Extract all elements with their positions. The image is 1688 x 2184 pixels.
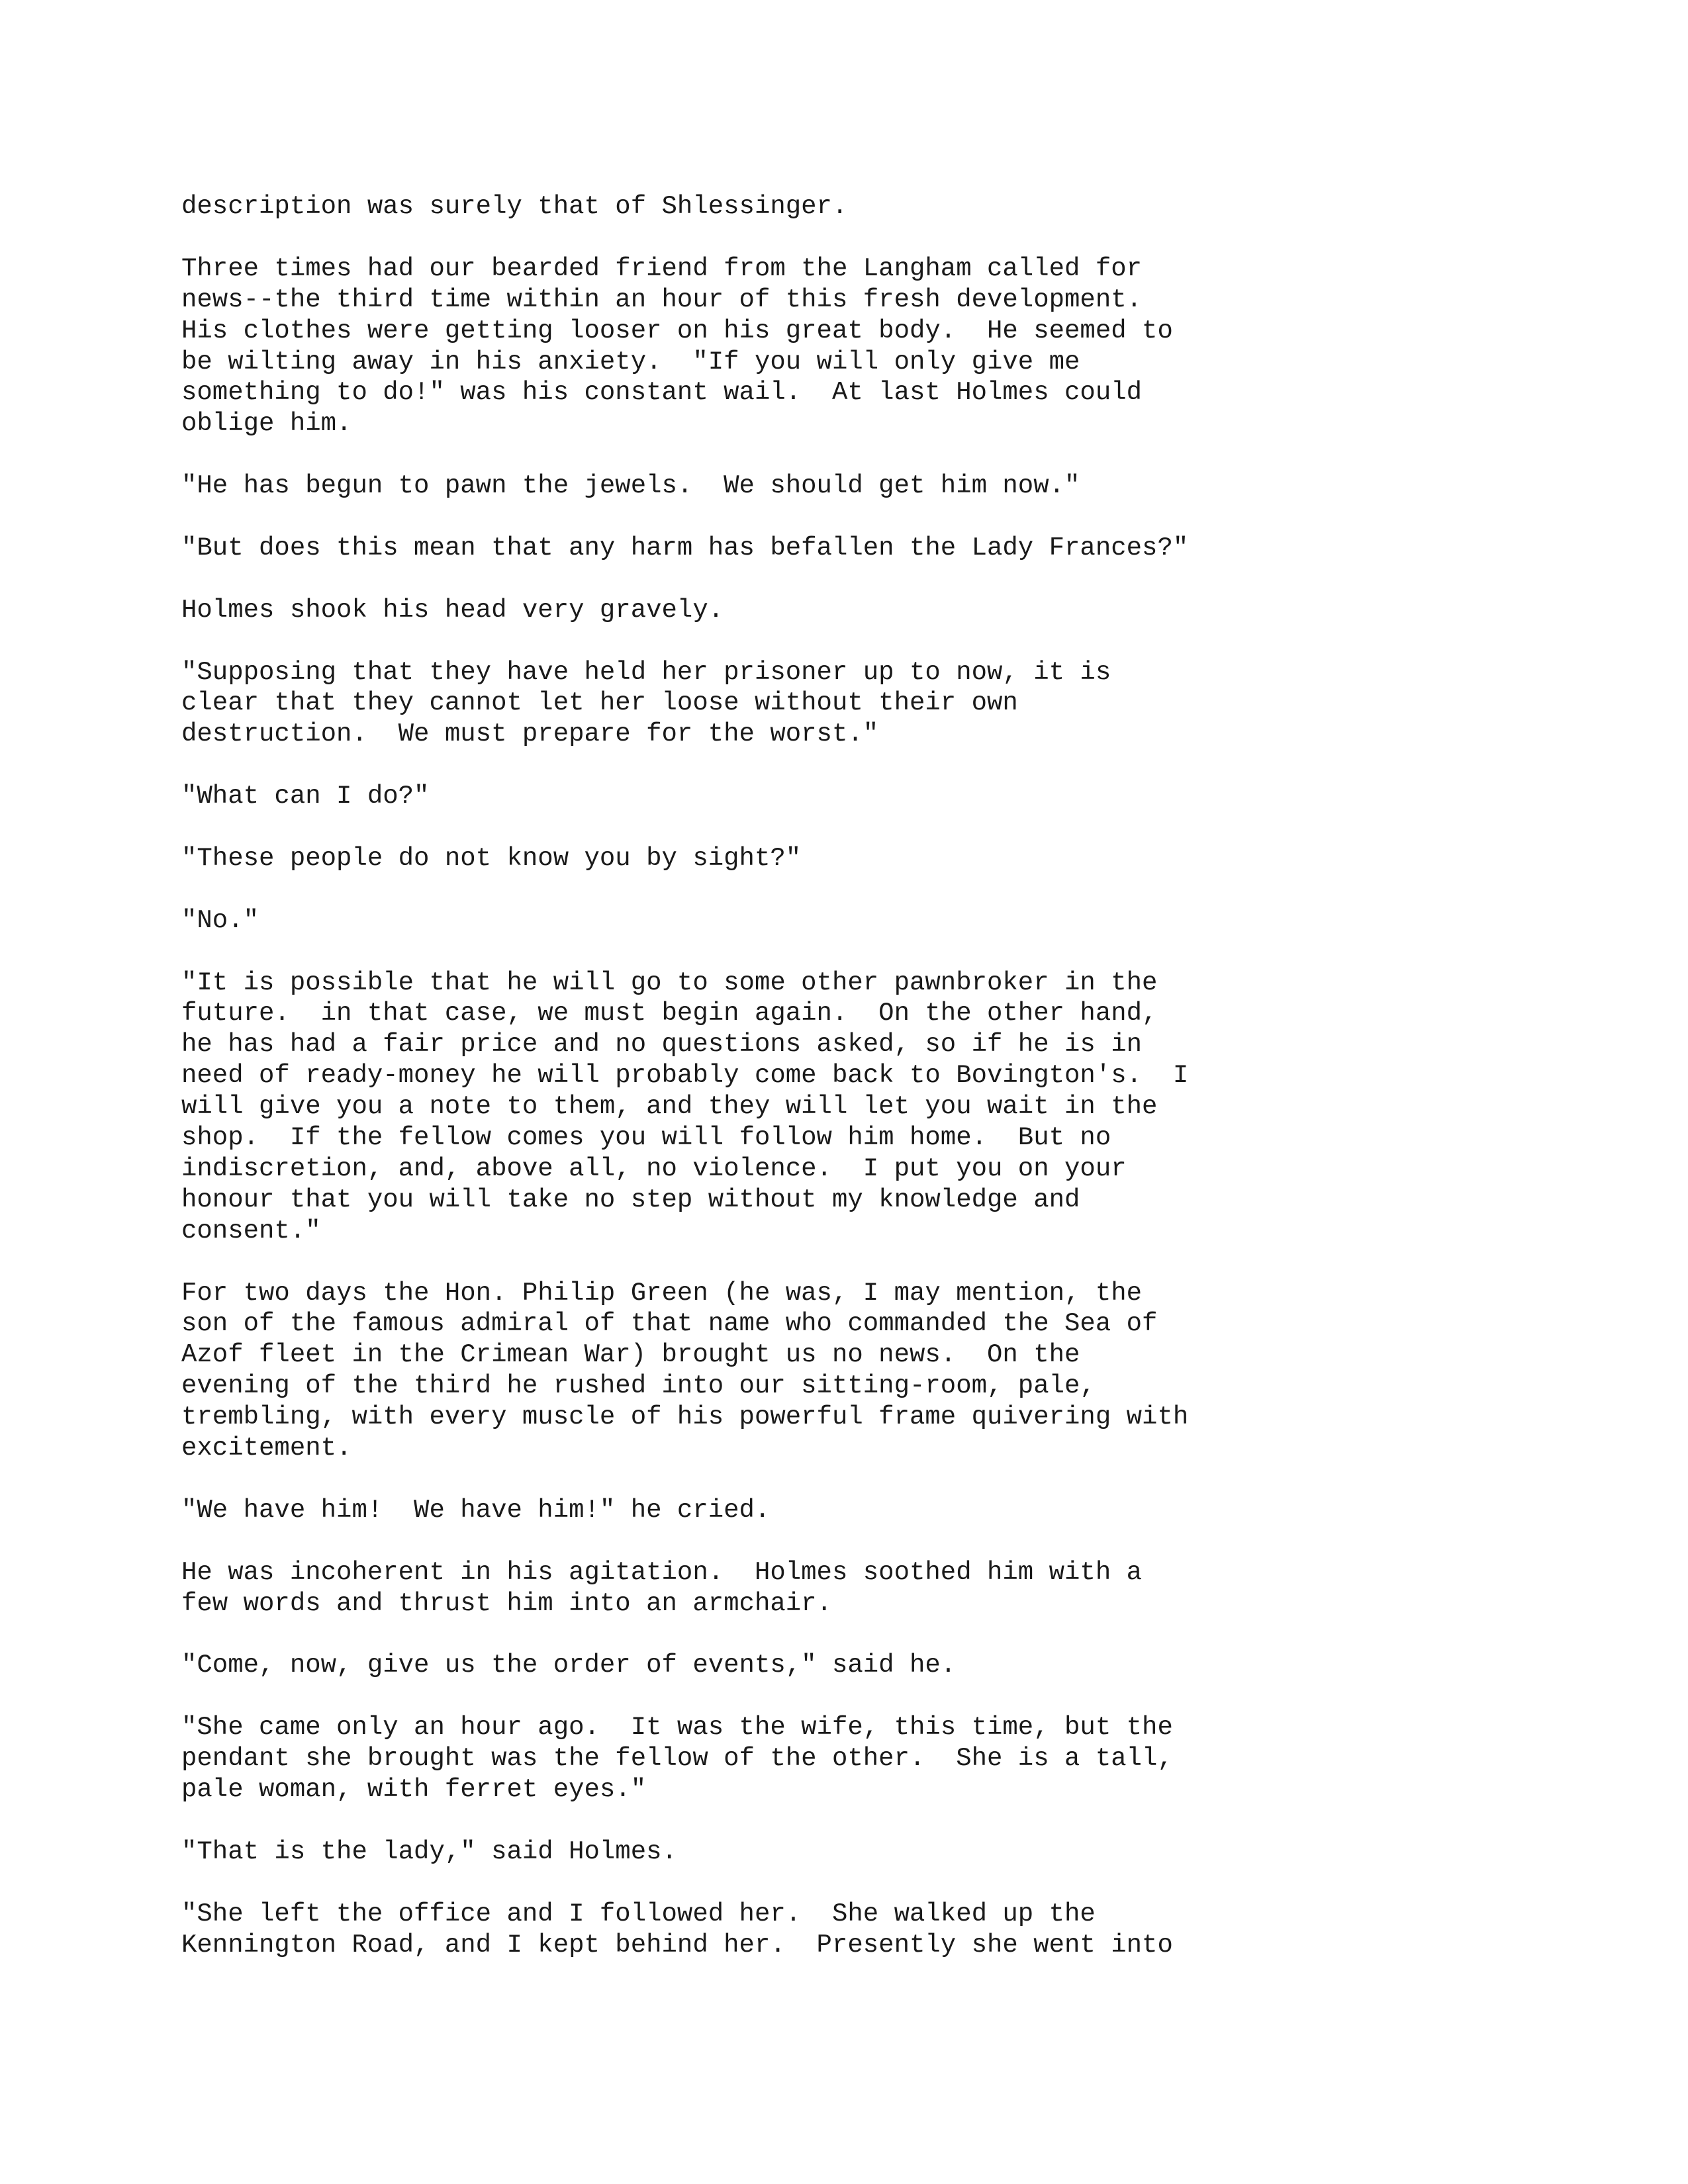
paragraph: [181, 905, 1571, 936]
text-line: few words and thrust him into an armchair.: [181, 1588, 832, 1618]
text-line: "That is the lady," said Holmes.: [181, 1837, 677, 1866]
text-line: need of ready-money he will probably come back to Bovington's. I: [181, 1061, 1189, 1091]
text-line: pale woman, with ferret eyes.": [181, 1775, 647, 1804]
paragraph: [181, 1278, 1571, 1464]
text-line: something to do!" was his constant wail. At last Holmes could: [181, 378, 1143, 408]
text-line: future. in that case, we must begin again. On the other hand,: [181, 999, 1158, 1028]
paragraph-spacer: [181, 1805, 1571, 1837]
paragraph: [181, 1650, 1571, 1681]
paragraph-spacer: [181, 1464, 1571, 1495]
paragraph: [181, 843, 1571, 874]
text-line: Kennington Road, and I kept behind her. Presently she went into: [181, 1930, 1173, 1960]
paragraph-spacer: [181, 626, 1571, 657]
text-line: clear that they cannot let her loose without their own: [181, 688, 1018, 718]
text-line: "He has begun to pawn the jewels. We should get him now.": [181, 471, 1080, 501]
text-line: he has had a fair price and no questions asked, so if he is in: [181, 1030, 1143, 1060]
paragraph: [181, 1712, 1571, 1805]
paragraph: [181, 471, 1571, 502]
paragraph-spacer: [181, 439, 1571, 471]
text-line: "She left the office and I followed her. She walked up the: [181, 1899, 1096, 1929]
text-line: description was surely that of Shlessinger.: [181, 192, 848, 221]
text-line: shop. If the fellow comes you will follow him home. But no: [181, 1123, 1111, 1153]
text-line: excitement.: [181, 1433, 352, 1463]
text-line: consent.": [181, 1216, 321, 1246]
paragraph: [181, 1557, 1571, 1619]
paragraph-spacer: [181, 1526, 1571, 1557]
text-line: He was incoherent in his agitation. Holmes soothed him with a: [181, 1557, 1143, 1587]
text-line: son of the famous admiral of that name who commanded the Sea of: [181, 1309, 1158, 1339]
paragraph-spacer: [181, 874, 1571, 905]
paragraph: [181, 781, 1571, 812]
paragraph: [181, 657, 1571, 751]
text-line: destruction. We must prepare for the worst.": [181, 719, 879, 749]
text-line: evening of the third he rushed into our sitting-room, pale,: [181, 1371, 1096, 1401]
paragraph: [181, 1837, 1571, 1868]
paragraph-spacer: [181, 564, 1571, 595]
text-line: oblige him.: [181, 409, 352, 439]
paragraph-spacer: [181, 1247, 1571, 1278]
paragraph: [181, 533, 1571, 564]
text-line: "Come, now, give us the order of events," said he.: [181, 1651, 957, 1680]
text-line: honour that you will take no step without my knowledge and: [181, 1185, 1080, 1214]
text-line: Holmes shook his head very gravely.: [181, 595, 724, 625]
text-line: indiscretion, and, above all, no violence. I put you on your: [181, 1154, 1127, 1183]
paragraph: [181, 595, 1571, 626]
paragraph-spacer: [181, 1681, 1571, 1712]
text-line: pendant she brought was the fellow of the other. She is a tall,: [181, 1744, 1173, 1774]
document-body: [181, 191, 1571, 1960]
paragraph-spacer: [181, 750, 1571, 781]
text-line: His clothes were getting looser on his great body. He seemed to: [181, 316, 1173, 345]
text-line: "But does this mean that any harm has befallen the Lady Frances?": [181, 533, 1189, 563]
paragraph: [181, 1899, 1571, 1961]
text-line: "Supposing that they have held her prisoner up to now, it is: [181, 657, 1111, 687]
paragraph: [181, 253, 1571, 439]
text-line: "We have him! We have him!" he cried.: [181, 1495, 771, 1525]
text-line: "No.": [181, 905, 259, 935]
paragraph: [181, 968, 1571, 1247]
text-line: "She came only an hour ago. It was the wife, this time, but the: [181, 1713, 1173, 1743]
text-line: trembling, with every muscle of his powerful frame quivering with: [181, 1402, 1189, 1432]
text-line: "These people do not know you by sight?": [181, 843, 802, 873]
text-line: Azof fleet in the Crimean War) brought us no news. On the: [181, 1340, 1080, 1370]
text-line: For two days the Hon. Philip Green (he was, I may mention, the: [181, 1278, 1143, 1308]
paragraph-spacer: [181, 936, 1571, 968]
paragraph-spacer: [181, 222, 1571, 253]
paragraph-spacer: [181, 1619, 1571, 1651]
paragraph-spacer: [181, 502, 1571, 533]
text-line: will give you a note to them, and they will let you wait in the: [181, 1092, 1158, 1122]
paragraph: [181, 191, 1571, 222]
text-line: news--the third time within an hour of this fresh development.: [181, 285, 1143, 314]
text-line: be wilting away in his anxiety. "If you will only give me: [181, 347, 1080, 377]
paragraph-spacer: [181, 1868, 1571, 1899]
paragraph-spacer: [181, 812, 1571, 843]
text-line: "What can I do?": [181, 782, 430, 811]
paragraph: [181, 1495, 1571, 1526]
text-line: "It is possible that he will go to some other pawnbroker in the: [181, 968, 1158, 997]
text-line: Three times had our bearded friend from the Langham called for: [181, 253, 1143, 283]
